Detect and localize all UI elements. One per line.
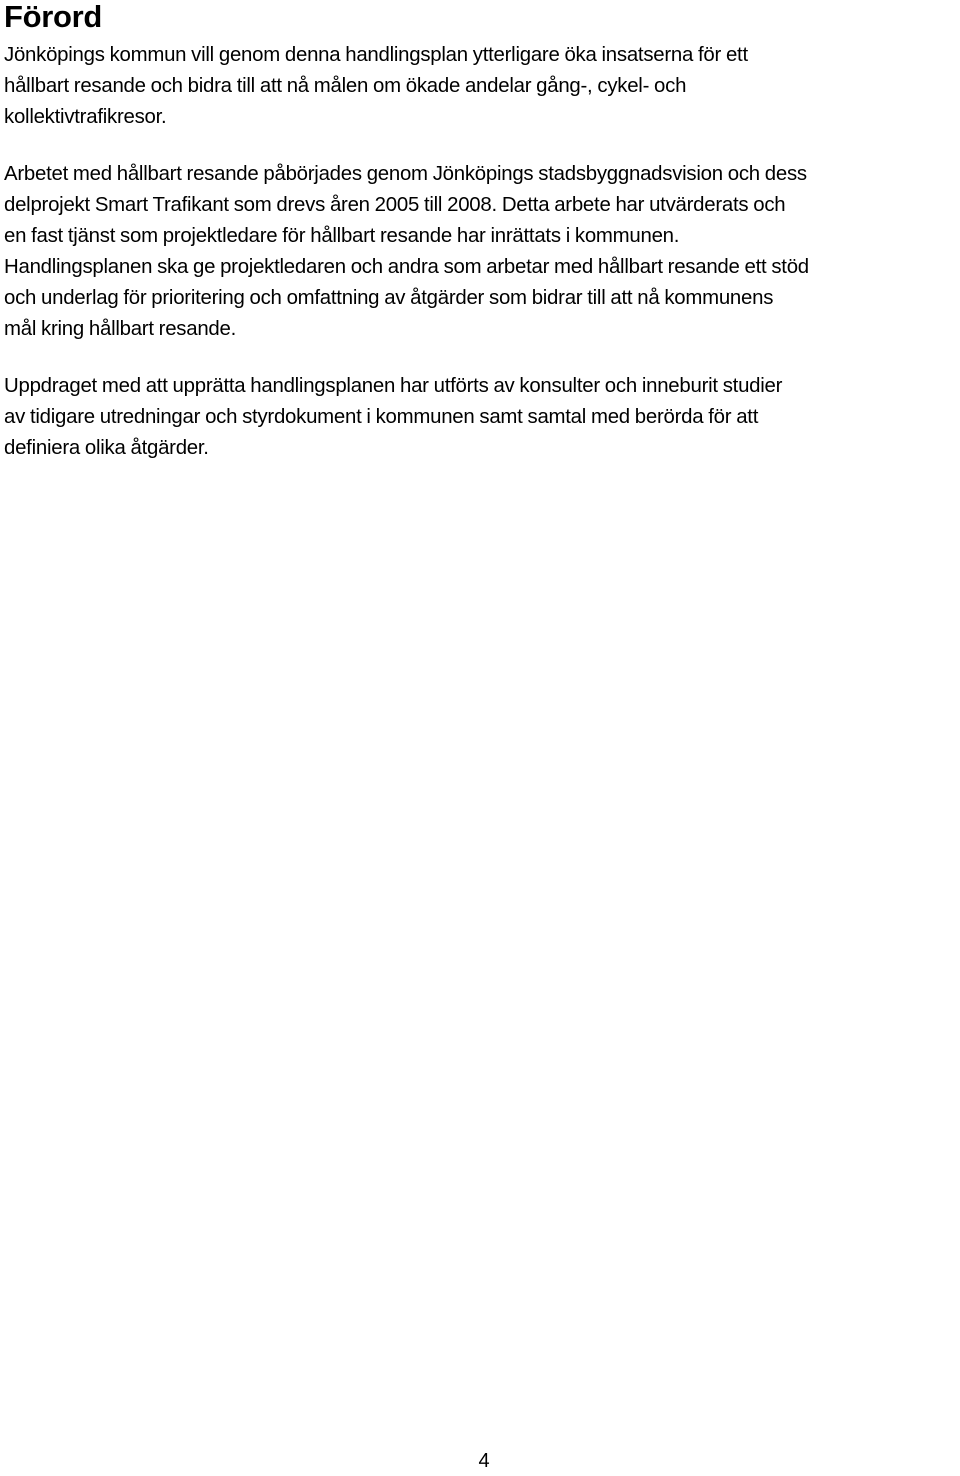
text-line: mål kring hållbart resande.	[4, 318, 237, 340]
text-line: och underlag för prioritering och omfattning av åtgärder som bidrar till att nå kommunens	[4, 287, 774, 309]
paragraph-assignment	[4, 371, 956, 464]
text-line: Arbetet med hållbart resande påbörjades genom Jönköpings stadsbyggnadsvision och dess	[4, 163, 807, 185]
text-line: av tidigare utredningar och styrdokument i kommunen samt samtal med berörda för att	[4, 406, 759, 428]
text-line: delprojekt Smart Trafikant som drevs åren 2005 till 2008. Detta arbete har utvärderats och	[4, 194, 786, 216]
text-line: Jönköpings kommun vill genom denna handlingsplan ytterligare öka insatserna för ett	[4, 44, 748, 66]
section-heading: Förord	[4, 0, 103, 34]
text-line: kollektivtrafikresor.	[4, 106, 167, 128]
text-line: Handlingsplanen ska ge projektledaren och andra som arbetar med hållbart resande ett stöd	[4, 256, 809, 278]
paragraph-background	[4, 159, 956, 345]
paragraph-intro	[4, 40, 956, 133]
page-number: 4	[478, 1450, 490, 1472]
text-line: Uppdraget med att upprätta handlingsplanen har utförts av konsulter och inneburit studier	[4, 375, 783, 397]
text-line: en fast tjänst som projektledare för hållbart resande har inrättats i kommunen.	[4, 225, 680, 247]
text-line: hållbart resande och bidra till att nå målen om ökade andelar gång-, cykel- och	[4, 75, 687, 97]
text-line: definiera olika åtgärder.	[4, 437, 209, 459]
